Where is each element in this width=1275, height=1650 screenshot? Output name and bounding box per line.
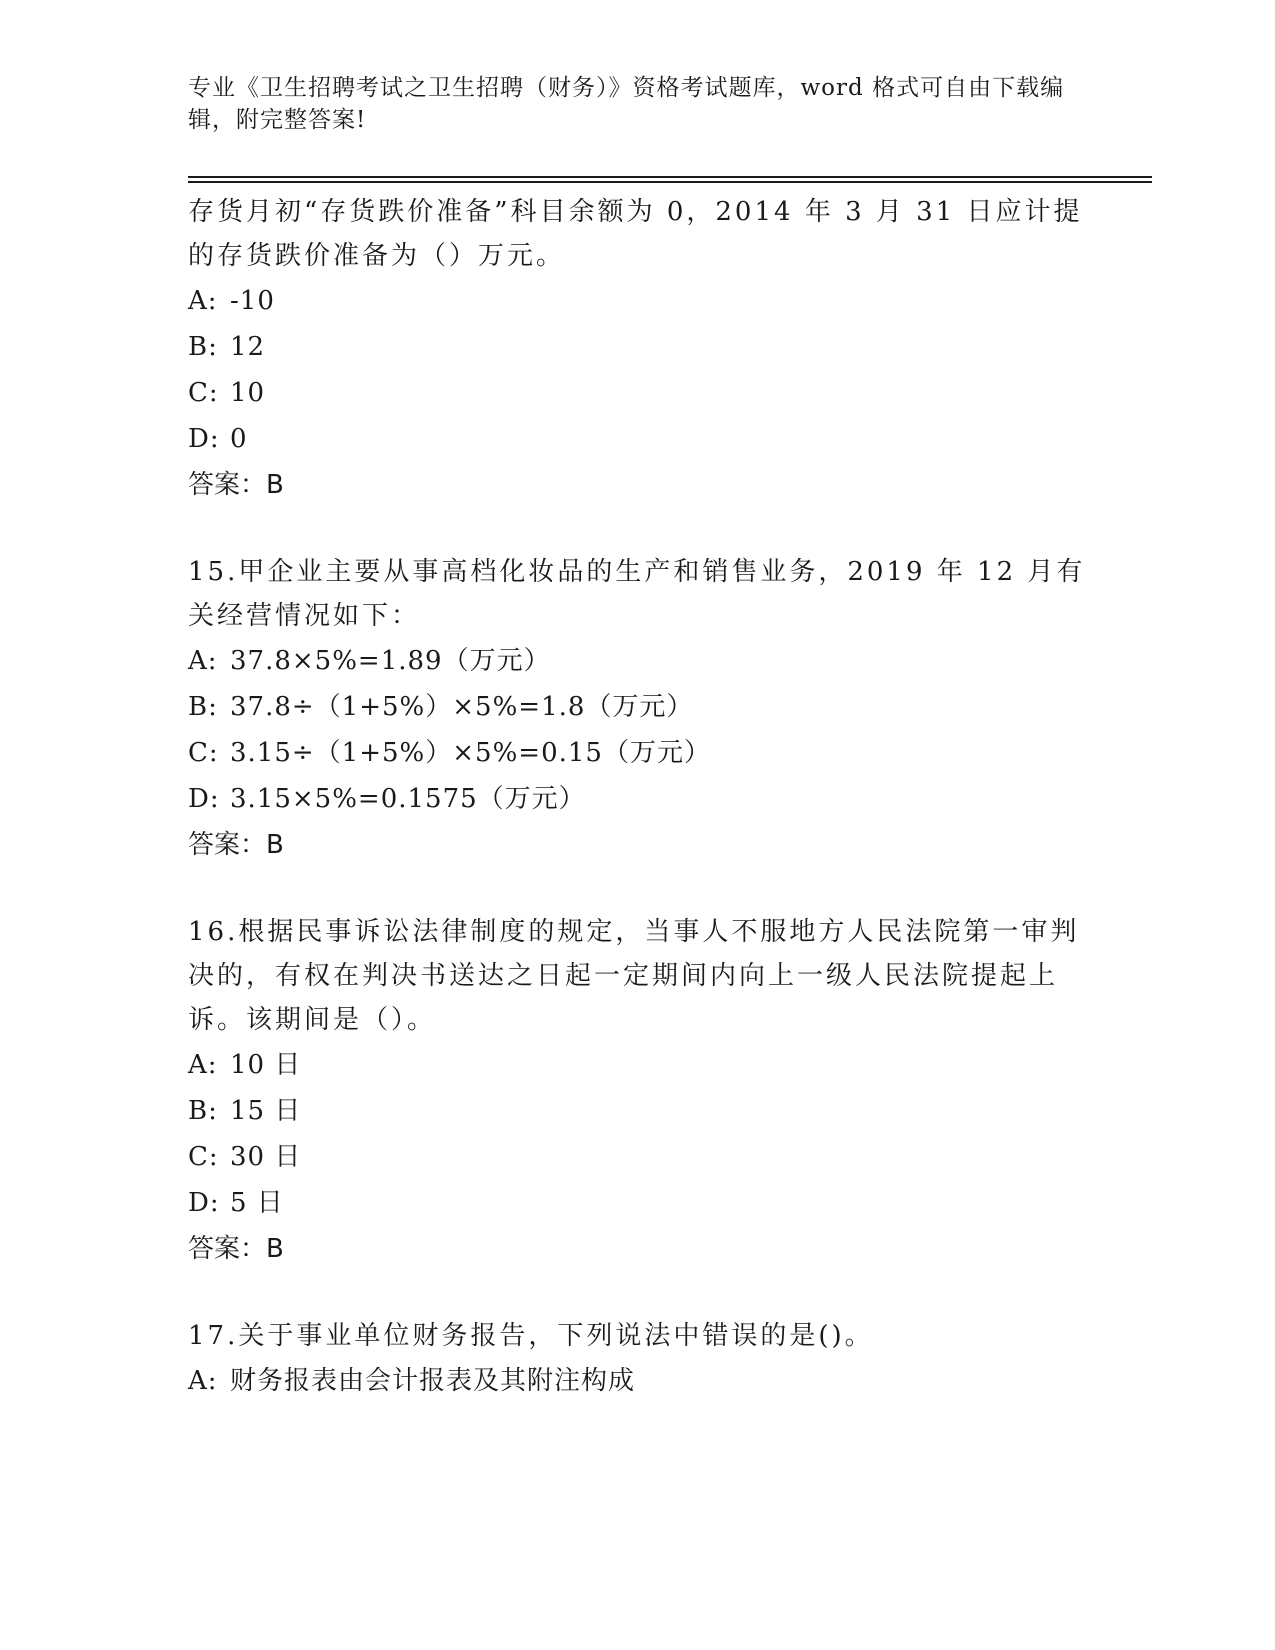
- option-a: [188, 1042, 1088, 1088]
- option-label: A:: [188, 646, 218, 676]
- option-label: B:: [188, 1096, 218, 1126]
- question-text: 15.甲企业主要从事高档化妆品的生产和销售业务，2019 年 12 月有关经营情况如下：: [188, 557, 1086, 631]
- question-block: [188, 550, 1088, 868]
- spacer: [188, 508, 1088, 550]
- option-b: [188, 1088, 1088, 1134]
- question-block: [188, 190, 1088, 508]
- option-label: D:: [188, 784, 220, 814]
- option-label: C:: [188, 738, 219, 768]
- answer-line: 答案：B: [188, 830, 284, 860]
- option-label: C:: [188, 378, 219, 408]
- option-label: A:: [188, 286, 218, 316]
- option-value: 5 日: [230, 1188, 284, 1218]
- option-label: C:: [188, 1142, 219, 1172]
- option-a: [188, 278, 1088, 324]
- option-value: 0: [230, 424, 248, 454]
- option-a: [188, 638, 1088, 684]
- option-value: 3.15÷（1+5%）×5%=0.15（万元）: [230, 738, 711, 768]
- option-value: 财务报表由会计报表及其附注构成: [230, 1366, 636, 1396]
- document-header: 专业《卫生招聘考试之卫生招聘（财务）》资格考试题库，word 格式可自由下载编辑，附完整答案!: [188, 75, 1065, 133]
- question-text: 16.根据民事诉讼法律制度的规定，当事人不服地方人民法院第一审判决的，有权在判决书送达之日起一定期间内向上一级人民法院提起上诉。该期间是（）。: [188, 917, 1080, 1035]
- question-block: [188, 1314, 1088, 1404]
- option-label: A:: [188, 1050, 218, 1080]
- header-divider-bottom: [188, 181, 1152, 183]
- option-value: 37.8×5%=1.89（万元）: [230, 646, 551, 676]
- question-block: [188, 910, 1088, 1272]
- answer-line: 答案：B: [188, 470, 284, 500]
- option-label: D:: [188, 424, 220, 454]
- option-d: [188, 776, 1088, 822]
- option-value: 12: [230, 332, 266, 362]
- option-d: [188, 416, 1088, 462]
- option-c: [188, 730, 1088, 776]
- question-text: 存货月初“存货跌价准备”科目余额为 0，2014 年 3 月 31 日应计提的存货跌价准备为（）万元。: [188, 197, 1083, 271]
- header-divider-top: [188, 176, 1152, 178]
- spacer: [188, 1272, 1088, 1314]
- spacer: [188, 868, 1088, 910]
- question-text: 17.关于事业单位财务报告，下列说法中错误的是()。: [188, 1321, 874, 1351]
- option-b: [188, 684, 1088, 730]
- option-value: -10: [230, 286, 275, 316]
- option-value: 3.15×5%=0.1575（万元）: [230, 784, 586, 814]
- option-label: B:: [188, 692, 218, 722]
- answer-line: 答案：B: [188, 1234, 284, 1264]
- option-value: 37.8÷（1+5%）×5%=1.8（万元）: [230, 692, 694, 722]
- option-d: [188, 1180, 1088, 1226]
- question-list: [188, 190, 1088, 1404]
- option-c: [188, 370, 1088, 416]
- option-value: 30 日: [230, 1142, 302, 1172]
- option-a: [188, 1358, 1088, 1404]
- option-c: [188, 1134, 1088, 1180]
- option-label: A:: [188, 1366, 218, 1396]
- option-value: 10: [230, 378, 266, 408]
- option-b: [188, 324, 1088, 370]
- option-label: D:: [188, 1188, 220, 1218]
- option-label: B:: [188, 332, 218, 362]
- option-value: 15 日: [230, 1096, 302, 1126]
- option-value: 10 日: [230, 1050, 302, 1080]
